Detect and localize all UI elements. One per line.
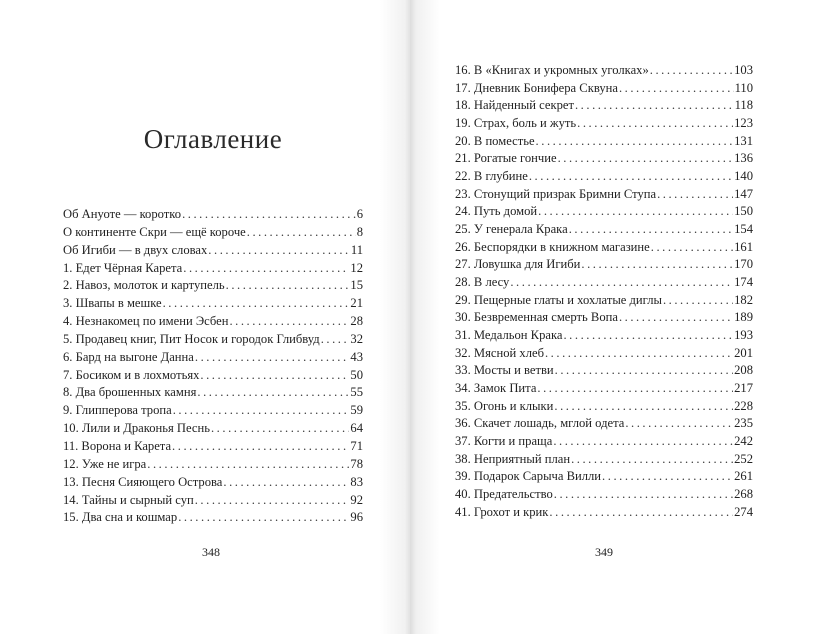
leader-dots — [563, 328, 733, 343]
table-of-contents-left — [63, 207, 363, 528]
leader-dots — [571, 452, 733, 467]
leader-dots — [536, 134, 734, 149]
toc-entry-title: 7. Босиком и в лохмотьях — [63, 367, 200, 382]
toc-entry-title: 33. Мосты и ветви — [455, 363, 554, 378]
page-number: 348 — [202, 545, 220, 559]
leader-dots — [569, 222, 733, 237]
toc-entry-page: 28 — [350, 314, 363, 329]
toc-entry[interactable] — [63, 368, 363, 386]
leader-dots — [163, 296, 350, 311]
leader-dots — [195, 350, 350, 365]
toc-entry-title: 3. Швапы в мешке — [63, 296, 162, 311]
toc-entry[interactable] — [455, 505, 753, 523]
toc-entry-title: 11. Ворона и Карета — [63, 438, 172, 453]
toc-entry-title: 31. Медальон Крака — [455, 328, 563, 343]
toc-entry[interactable] — [63, 421, 363, 439]
toc-entry-page: 268 — [734, 487, 753, 502]
leader-dots — [650, 63, 733, 78]
leader-dots — [183, 261, 349, 276]
toc-entry[interactable] — [63, 332, 363, 350]
toc-entry[interactable] — [455, 346, 753, 364]
toc-entry-title: 36. Скачет лошадь, мглой одета — [455, 416, 625, 431]
toc-entry-title: Об Игиби — в двух словах — [63, 242, 208, 257]
leader-dots — [619, 310, 733, 325]
toc-entry-page: 11 — [350, 242, 363, 257]
toc-entry-title: 27. Ловушка для Игиби — [455, 257, 581, 272]
toc-entry-page: 71 — [350, 438, 363, 453]
toc-entry-page: 110 — [734, 80, 753, 95]
toc-entry[interactable] — [455, 487, 753, 505]
toc-entry-title: 17. Дневник Бонифера Сквуна — [455, 80, 618, 95]
toc-entry[interactable] — [63, 314, 363, 332]
leader-dots — [226, 278, 350, 293]
leader-dots — [172, 439, 349, 454]
leader-dots — [555, 363, 733, 378]
toc-entry[interactable] — [63, 243, 363, 261]
toc-entry[interactable] — [63, 296, 363, 314]
toc-entry-page: 189 — [734, 310, 753, 325]
toc-entry-title: 20. В поместье — [455, 133, 535, 148]
leader-dots — [663, 293, 733, 308]
toc-entry-title: 1. Едет Чёрная Карета — [63, 260, 183, 275]
toc-entry-title: 34. Замок Пита — [455, 381, 537, 396]
toc-entry[interactable] — [63, 350, 363, 368]
leader-dots — [537, 381, 733, 396]
toc-entry-title: 30. Безвременная смерть Вопа — [455, 310, 618, 325]
leader-dots — [247, 225, 356, 240]
toc-entry-title: О континенте Скри — ещё короче — [63, 224, 246, 239]
table-of-contents-right — [455, 63, 753, 522]
toc-entry-page: 12 — [350, 260, 363, 275]
toc-entry-page: 147 — [734, 186, 753, 201]
toc-entry[interactable] — [455, 257, 753, 275]
toc-entry-page: 59 — [350, 403, 363, 418]
toc-entry-title: 25. У генерала Крака — [455, 222, 568, 237]
leader-dots — [178, 510, 349, 525]
toc-entry-title: Об Ануоте — коротко — [63, 207, 182, 221]
toc-entry-title: 13. Песня Сияющего Острова — [63, 474, 223, 489]
leader-dots — [529, 169, 733, 184]
toc-entry-page: 261 — [734, 469, 753, 484]
leader-dots — [657, 187, 733, 202]
toc-entry-page: 32 — [350, 331, 363, 346]
toc-entry-page: 6 — [356, 207, 363, 221]
toc-entry-page: 136 — [734, 151, 753, 166]
toc-entry-page: 83 — [350, 474, 363, 489]
leader-dots — [625, 416, 733, 431]
toc-entry[interactable] — [455, 363, 753, 381]
toc-entry-title: 6. Бард на выгоне Данна — [63, 349, 194, 364]
toc-entry[interactable] — [455, 416, 753, 434]
toc-entry[interactable] — [455, 134, 753, 152]
toc-entry-page: 131 — [734, 133, 753, 148]
toc-entry[interactable] — [63, 493, 363, 511]
toc-entry-title: 37. Когти и праща — [455, 434, 553, 449]
toc-entry-page: 228 — [734, 398, 753, 413]
toc-entry-page: 21 — [350, 296, 363, 311]
toc-entry[interactable] — [455, 222, 753, 240]
leader-dots — [554, 487, 733, 502]
toc-entry-page: 78 — [350, 456, 363, 471]
toc-entry-title: 29. Пещерные глаты и хохлатые диглы — [455, 292, 662, 307]
toc-entry-title: 40. Предательство — [455, 487, 553, 502]
toc-entry[interactable] — [63, 475, 363, 493]
leader-dots — [581, 257, 733, 272]
leader-dots — [575, 98, 734, 113]
leader-dots — [182, 207, 356, 222]
toc-entry[interactable] — [63, 385, 363, 403]
toc-entry-page: 96 — [350, 510, 363, 525]
toc-entry-page: 64 — [350, 421, 363, 436]
toc-entry[interactable] — [455, 293, 753, 311]
toc-entry-page: 193 — [734, 328, 753, 343]
leader-dots — [173, 403, 350, 418]
toc-entry[interactable] — [63, 207, 363, 225]
toc-entry-page: 8 — [356, 224, 363, 239]
toc-entry[interactable] — [455, 151, 753, 169]
toc-entry[interactable] — [63, 439, 363, 457]
toc-entry[interactable] — [455, 116, 753, 134]
toc-entry[interactable] — [63, 278, 363, 296]
toc-entry-title: 9. Глипперова тропа — [63, 403, 172, 418]
toc-entry[interactable] — [455, 328, 753, 346]
leader-dots — [602, 469, 733, 484]
leader-dots — [197, 385, 349, 400]
toc-entry-page: 208 — [734, 363, 753, 378]
toc-entry-title: 10. Лили и Драконья Песнь — [63, 421, 210, 436]
toc-entry-title: 4. Незнакомец по имени Эсбен — [63, 314, 229, 329]
toc-entry-title: 15. Два сна и кошмар — [63, 510, 178, 525]
leader-dots — [651, 240, 733, 255]
toc-entry-page: 103 — [734, 63, 753, 77]
toc-entry-title: 18. Найденный секрет — [455, 98, 574, 113]
toc-entry-page: 161 — [734, 239, 753, 254]
leader-dots — [549, 505, 733, 520]
toc-entry-title: 35. Огонь и клыки — [455, 398, 554, 413]
toc-entry-page: 274 — [734, 504, 753, 519]
toc-entry[interactable] — [455, 469, 753, 487]
toc-entry-page: 174 — [734, 275, 753, 290]
toc-entry-title: 2. Навоз, молоток и картупель — [63, 278, 225, 293]
toc-entry[interactable] — [455, 452, 753, 470]
toc-entry-title: 39. Подарок Сарыча Вилли — [455, 469, 602, 484]
leader-dots — [223, 475, 349, 490]
toc-entry-title: 16. В «Книгах и укромных уголках» — [455, 63, 649, 77]
toc-entry[interactable] — [455, 63, 753, 81]
leader-dots — [211, 421, 349, 436]
toc-entry[interactable] — [455, 98, 753, 116]
toc-entry[interactable] — [455, 399, 753, 417]
leader-dots — [229, 314, 349, 329]
toc-entry[interactable] — [455, 81, 753, 99]
toc-entry-page: 154 — [734, 222, 753, 237]
leader-dots — [553, 434, 733, 449]
toc-entry-page: 217 — [734, 381, 753, 396]
toc-entry-page: 123 — [734, 116, 753, 131]
leader-dots — [200, 368, 349, 383]
page-number: 349 — [595, 545, 613, 559]
toc-entry-page: 92 — [350, 492, 363, 507]
toc-entry-title: 12. Уже не игра — [63, 456, 147, 471]
toc-entry-title: 41. Грохот и крик — [455, 504, 549, 519]
toc-entry-page: 50 — [350, 367, 363, 382]
toc-entry[interactable] — [455, 310, 753, 328]
leader-dots — [208, 243, 350, 258]
toc-entry-title: 23. Стонущий призрак Бримни Ступа — [455, 186, 657, 201]
leader-dots — [147, 457, 349, 472]
toc-entry-page: 140 — [734, 169, 753, 184]
toc-entry[interactable] — [455, 169, 753, 187]
toc-entry-title: 21. Рогатые гончие — [455, 151, 557, 166]
toc-entry-page: 118 — [734, 98, 753, 113]
toc-entry[interactable] — [455, 187, 753, 205]
toc-entry-page: 242 — [734, 434, 753, 449]
leader-dots — [321, 332, 350, 347]
toc-entry-title: 24. Путь домой — [455, 204, 538, 219]
toc-entry[interactable] — [63, 457, 363, 475]
toc-entry-page: 150 — [734, 204, 753, 219]
toc-entry-page: 182 — [734, 292, 753, 307]
page-title: Оглавление — [143, 124, 283, 154]
toc-entry-title: 38. Неприятный план — [455, 451, 571, 466]
leader-dots — [545, 346, 733, 361]
toc-entry-title: 5. Продавец книг, Пит Носок и городок Глибвуд — [63, 331, 320, 346]
toc-entry[interactable] — [455, 434, 753, 452]
toc-entry-page: 43 — [350, 349, 363, 364]
toc-entry[interactable] — [63, 510, 363, 528]
toc-entry-title: 28. В лесу — [455, 275, 510, 290]
toc-entry-title: 26. Беспорядки в книжном магазине — [455, 239, 650, 254]
toc-entry-title: 22. В глубине — [455, 169, 528, 184]
toc-entry-title: 19. Страх, боль и жуть — [455, 116, 577, 131]
toc-entry[interactable] — [63, 403, 363, 421]
toc-entry-title: 8. Два брошенных камня — [63, 385, 197, 400]
leader-dots — [554, 399, 733, 414]
toc-entry[interactable] — [63, 225, 363, 243]
toc-entry-page: 170 — [734, 257, 753, 272]
toc-entry[interactable] — [455, 381, 753, 399]
toc-entry[interactable] — [455, 240, 753, 258]
leader-dots — [619, 81, 734, 96]
leader-dots — [538, 204, 733, 219]
toc-entry-page: 252 — [734, 451, 753, 466]
toc-entry-title: 32. Мясной хлеб — [455, 345, 544, 360]
toc-entry-page: 201 — [734, 345, 753, 360]
toc-entry-title: 14. Тайны и сырный суп — [63, 492, 194, 507]
toc-entry[interactable] — [455, 275, 753, 293]
toc-entry-page: 235 — [734, 416, 753, 431]
toc-entry[interactable] — [455, 204, 753, 222]
leader-dots — [558, 151, 734, 166]
toc-entry[interactable] — [63, 261, 363, 279]
leader-dots — [577, 116, 733, 131]
right-page — [410, 0, 820, 634]
toc-entry-page: 15 — [350, 278, 363, 293]
leader-dots — [195, 493, 350, 508]
leader-dots — [510, 275, 733, 290]
toc-entry-page: 55 — [350, 385, 363, 400]
